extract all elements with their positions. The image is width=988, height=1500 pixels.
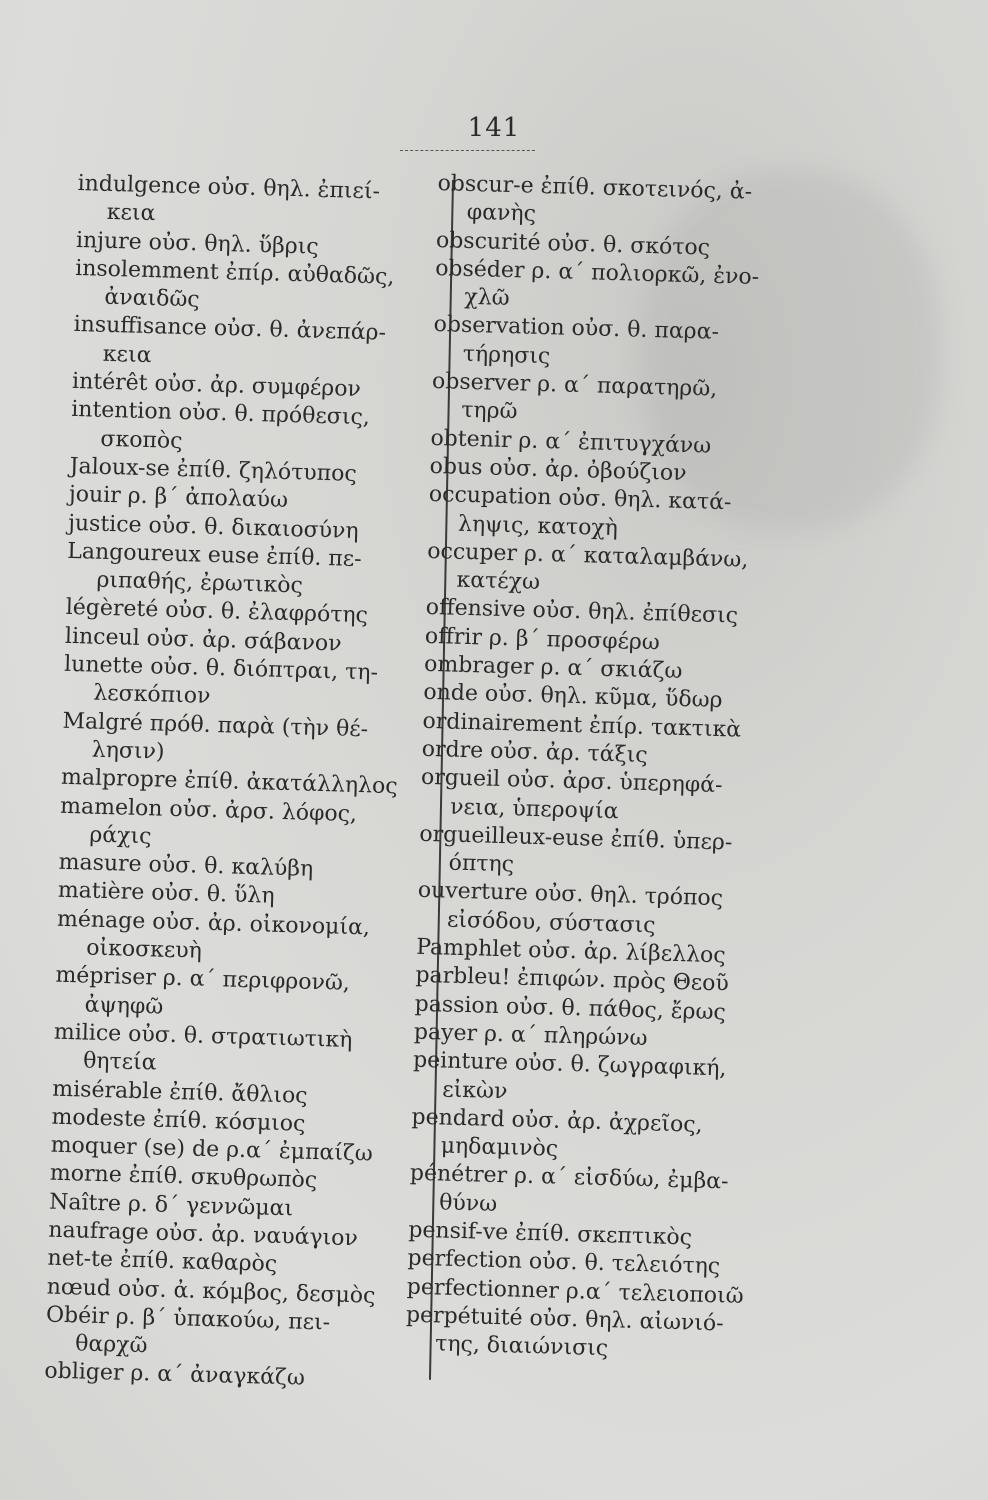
dictionary-entry: orgueil οὐσ. ἀρσ. ὑπερηφά- — [420, 765, 723, 799]
dictionary-entry: justice οὐσ. θ. δικαιοσύνη — [67, 510, 360, 544]
dictionary-entry: pendard οὐσ. ἀρ. ἀχρεῖος, — [411, 1104, 703, 1138]
dictionary-entry: ordinairement ἐπίρ. τακτικὰ — [422, 708, 742, 743]
dictionary-entry: insuffisance οὐσ. θ. ἀνεπάρ- — [73, 312, 387, 347]
right-column — [405, 170, 798, 1368]
dictionary-entry: Jaloux-se ἐπίθ. ζηλότυπος — [69, 453, 358, 487]
dictionary-entry: nœud οὐσ. ἀ. κόμβος, δεσμὸς — [46, 1274, 376, 1309]
entry-continuation: λησιν) — [91, 737, 165, 765]
entry-continuation: φανὴς — [466, 200, 537, 228]
entry-continuation: όπτης — [448, 850, 515, 878]
dictionary-entry: pensif-ve ἐπίθ. σκεπτικὸς — [408, 1217, 693, 1251]
dictionary-entry: offensive οὐσ. θηλ. ἐπίθεσις — [425, 595, 739, 629]
dictionary-entry: observer ρ. α΄ παρατηρῶ, — [431, 369, 718, 402]
dictionary-entry: morne ἐπίθ. σκυθρωπὸς — [49, 1161, 318, 1194]
entry-continuation: θητεία — [82, 1048, 157, 1076]
dictionary-entry: milice οὐσ. θ. στρατιωτικὴ — [53, 1019, 353, 1053]
dictionary-entry: obséder ρ. α΄ πολιορκῶ, ἐνο- — [434, 255, 760, 290]
dictionary-entry: moquer (se) de ρ.α΄ ἐμπαίζω — [50, 1132, 374, 1167]
dictionary-entry: malpropre ἐπίθ. ἀκατάλληλος — [60, 765, 398, 800]
entry-continuation: θύνω — [438, 1190, 498, 1217]
entry-continuation: κεια — [106, 200, 156, 227]
dictionary-entry: parbleu! ἐπιφών. πρὸς Θεοῦ — [415, 963, 730, 997]
dictionary-entry: mépriser ρ. α΄ περιφρονῶ, — [55, 963, 351, 997]
entry-continuation: εἰκὼν — [441, 1076, 508, 1104]
entry-continuation: της, διαιώνισις — [434, 1331, 609, 1362]
dictionary-entry: linceul οὐσ. ἀρ. σάβανον — [64, 623, 342, 657]
dictionary-entry: offrir ρ. β΄ προσφέρω — [424, 623, 661, 656]
entry-continuation: ἀψηφῶ — [84, 992, 164, 1020]
dictionary-entry: ménage οὐσ. ἀρ. οἰκονομία, — [56, 906, 371, 941]
dictionary-entry: matière οὐσ. θ. ὕλη — [57, 878, 275, 910]
dictionary-entry: ombrager ρ. α΄ σκιάζω — [423, 651, 683, 685]
entry-continuation: οἰκοσκευὴ — [85, 935, 203, 964]
dictionary-entry: observation οὐσ. θ. παρα- — [433, 312, 720, 346]
entry-continuation: τήρησις — [462, 341, 551, 369]
dictionary-entry: obus οὐσ. ἀρ. ὀβούζιον — [429, 453, 687, 487]
dictionary-entry: naufrage οὐσ. ἀρ. ναυάγιον — [48, 1217, 359, 1252]
header-rule — [400, 150, 535, 151]
dictionary-entry: peinture οὐσ. θ. ζωγραφική, — [412, 1047, 727, 1082]
dictionary-entry: occupation οὐσ. θηλ. κατά- — [428, 482, 732, 516]
entry-continuation: τηρῶ — [460, 398, 518, 425]
left-column — [44, 170, 438, 1396]
entry-continuation: ράχις — [89, 822, 152, 850]
dictionary-entry: perfection οὐσ. θ. τελειότης — [407, 1245, 721, 1280]
dictionary-entry: obscur-e ἐπίθ. σκοτεινός, ἀ- — [437, 170, 753, 205]
dictionary-entry: perpétuité οὐσ. θηλ. αἰωνιό- — [405, 1302, 724, 1337]
dictionary-entry: onde οὐσ. θηλ. κῦμα, ὕδωρ — [423, 680, 723, 714]
dictionary-entry: obliger ρ. α΄ ἀναγκάζω — [44, 1359, 306, 1392]
dictionary-entry: lunette οὐσ. θ. διόπτραι, τη- — [63, 651, 379, 686]
dictionary-entry: net-te ἐπίθ. καθαρὸς — [47, 1245, 278, 1278]
dictionary-entry: misérable ἐπίθ. ἄθλιος — [51, 1076, 308, 1109]
dictionary-entry: obscurité οὐσ. θ. σκότος — [435, 227, 711, 261]
dictionary-entry: Pamphlet οὐσ. ἀρ. λίβελλος — [415, 934, 727, 969]
dictionary-entry: Langoureux euse ἐπίθ. πε- — [67, 538, 362, 572]
entry-continuation: ριπαθής, ἐρωτικὸς — [96, 567, 304, 599]
dictionary-entry: obtenir ρ. α΄ ἐπιτυγχάνω — [430, 425, 712, 459]
entry-continuation: κατέχω — [456, 567, 541, 596]
dictionary-entry: intention οὐσ. θ. πρόθεσις, — [70, 397, 371, 431]
dictionary-entry: modeste ἐπίθ. κόσμιος — [51, 1104, 306, 1137]
dictionary-entry: ordre οὐσ. ἀρ. τάξις — [421, 736, 648, 769]
dictionary-entry: légèreté οὐσ. θ. ἐλαφρότης — [65, 595, 369, 629]
dictionary-entry: pénétrer ρ. α΄ εἰσδύω, ἐμβα- — [409, 1161, 729, 1195]
dictionary-entry: occuper ρ. α΄ καταλαμβάνω, — [427, 538, 749, 573]
entry-continuation: νεια, ὑπεροψία — [449, 794, 619, 824]
dictionary-entry: injure οὐσ. θηλ. ὕβρις — [75, 227, 319, 260]
dictionary-entry: passion οὐσ. θ. πάθος, ἔρως — [414, 991, 727, 1025]
entry-continuation: μηδαμινὸς — [440, 1133, 559, 1162]
dictionary-entry: mamelon οὐσ. ἀρσ. λόφος, — [59, 793, 358, 827]
entry-continuation: σκοπὸς — [100, 426, 183, 454]
dictionary-entry: Obéir ρ. β΄ ὑπακούω, πει- — [45, 1302, 331, 1336]
entry-continuation: ἀναιδῶς — [104, 284, 200, 313]
entry-continuation: λεσκόπιον — [93, 680, 211, 710]
dictionary-entry: orgueilleux-euse ἐπίθ. ὑπερ- — [419, 821, 733, 856]
page-number: 141 — [467, 113, 521, 143]
entry-continuation: κεια — [102, 341, 152, 368]
entry-continuation: εἰσόδου, σύστασις — [446, 907, 656, 939]
dictionary-entry: intérêt οὐσ. ἀρ. συμφέρον — [71, 369, 362, 403]
dictionary-entry: insolemment ἐπίρ. αὐθαδῶς, — [74, 255, 395, 290]
dictionary-entry: jouir ρ. β΄ ἀπολαύω — [68, 482, 289, 514]
dictionary-entry: payer ρ. α΄ πληρώνω — [413, 1019, 648, 1052]
entry-continuation: χλῶ — [464, 284, 511, 312]
dictionary-entry: masure οὐσ. θ. καλύβη — [58, 849, 314, 882]
dictionary-entry: Malgré πρόθ. παρὰ (τὴν θέ- — [62, 708, 369, 742]
dictionary-entry: perfectionner ρ.α΄ τελειοποιῶ — [406, 1274, 744, 1309]
dictionary-entry: ouverture οὐσ. θηλ. τρόπος — [417, 878, 724, 912]
dictionary-entry: Naître ρ. δ΄ γεννῶμαι — [48, 1189, 294, 1222]
dictionary-entry: indulgence οὐσ. θηλ. ἐπιεί- — [77, 170, 381, 205]
entry-continuation: θαρχῶ — [74, 1331, 148, 1359]
entry-continuation: ληψις, κατοχὴ — [457, 511, 619, 541]
